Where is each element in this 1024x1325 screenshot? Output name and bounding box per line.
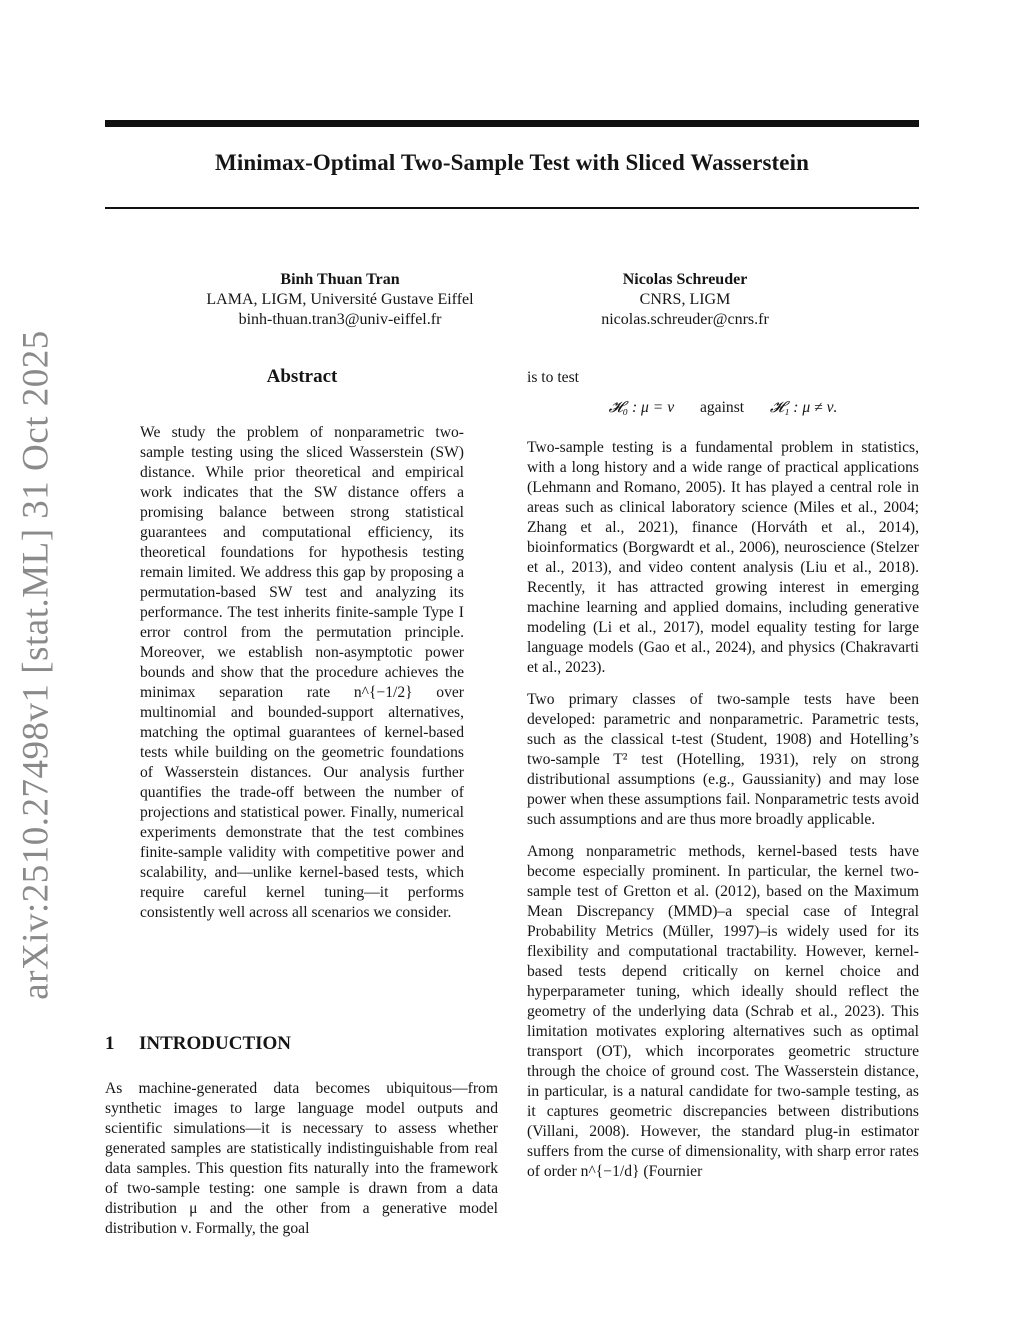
hypothesis-against: against xyxy=(699,399,745,416)
intro-paragraph: Two primary classes of two-sample tests have been developed: parametric and nonparametric. Parametric tests, such as the classical t-test (Student, 1908) and Hotelling’s two-sample T² test (Hotelling, 1931), rely on strong distributional assumptions (e.g., Gaussianity) and may lose power when these assumptions fail. Nonparametric tests avoid such assumptions and are thus more broadly applicable. xyxy=(527,691,919,828)
hypothesis-equation xyxy=(527,398,919,418)
abstract-text: We study the problem of nonparametric two-sample testing using the sliced Wasserstein (SW) distance. While prior theoretical and empirical work indicates that the SW distance offers a promising balance between strong statistical guarantees and computational efficiency, its theoretical foundations for hypothesis testing remain limited. We address this gap by proposing a permutation-based SW test and analyzing its performance. The test inherits finite-sample Type I error control from the permutation principle. Moreover, we establish non-asymptotic power bounds and show that the procedure achieves the minimax separation rate n^{−1/2} over multinomial and bounded-support alternatives, matching the optimal guarantees of kernel-based tests while building on the geometric foundations of Wasserstein distances. Our analysis further quantifies the trade-off between the number of projections and statistical power. Finally, numerical experiments demonstrate that the test combines finite-sample validity with competitive power and scalability, and—unlike kernel-based tests, which require careful kernel tuning—it performs consistently well across all scenarios we consider. xyxy=(140,424,464,921)
author-name: Nicolas Schreuder xyxy=(622,271,748,288)
author-affiliation: LAMA, LIGM, Université Gustave Eiffel xyxy=(206,291,474,308)
null-hypothesis: 𝓗₀ : μ = ν xyxy=(608,399,675,416)
section-title: INTRODUCTION xyxy=(139,1033,292,1054)
author-name: Binh Thuan Tran xyxy=(280,271,400,288)
paper-title: Minimax-Optimal Two-Sample Test with Sliced Wasserstein xyxy=(215,150,809,175)
author-block-1 xyxy=(160,270,520,330)
abstract-heading: Abstract xyxy=(266,366,338,387)
alternative-hypothesis: 𝓗₁ : μ ≠ ν. xyxy=(769,399,838,416)
title-bottom-rule xyxy=(105,207,919,209)
section-heading xyxy=(105,1033,291,1055)
author-email: binh-thuan.tran3@univ-eiffel.fr xyxy=(238,311,442,328)
intro-paragraph-left: As machine-generated data becomes ubiquitous—from synthetic images to large language model outputs and scientific simulations—it is necessary to assess whether generated samples are statistically indistinguishable from real data samples. This question fits naturally into the framework of two-sample testing: one sample is drawn from a data distribution μ and the other from a generative model distribution ν. Formally, the goal xyxy=(105,1080,498,1237)
arxiv-identifier-stamp: arXiv:2510.27498v1 [stat.ML] 31 Oct 2025 xyxy=(15,330,57,1000)
title-top-rule xyxy=(105,120,919,127)
author-affiliation: CNRS, LIGM xyxy=(639,291,731,308)
right-column-lead: is to test xyxy=(527,369,579,386)
intro-paragraph: Two-sample testing is a fundamental problem in statistics, with a long history and a wide range of practical applications (Lehmann and Romano, 2005). It has played a central role in areas such as clinical laboratory science (Miles et al., 2004; Zhang et al., 2021), finance (Horváth et al., 2014), bioinformatics (Borgwardt et al., 2006), neuroscience (Stelzer et al., 2013), and video content analysis (Liu et al., 2018). Recently, it has attracted growing interest in emerging machine learning and applied domains, including generative modeling (Li et al., 2017), model equality testing for large language models (Gao et al., 2024), and physics (Chakravarti et al., 2023). xyxy=(527,439,919,676)
author-block-2 xyxy=(505,270,865,330)
right-column xyxy=(527,368,919,1194)
section-number: 1 xyxy=(105,1033,115,1054)
intro-paragraph: Among nonparametric methods, kernel-based tests have become especially prominent. In particular, the kernel two-sample test of Gretton et al. (2012), based on the Maximum Mean Discrepancy (MMD)–a special case of Integral Probability Metrics (Müller, 1997)–is widely used for its flexibility and computational tractability. However, kernel-based tests depend critically on kernel choice and hyperparameter tuning, which ideally should reflect the geometry of the underlying data (Schrab et al., 2023). This limitation motivates exploring alternatives such as optimal transport (OT), which incorporates geometric structure through the choice of ground cost. The Wasserstein distance, in particular, is a natural candidate for two-sample testing, as it captures geometric discrepancies between distributions (Villani, 2008). However, the standard plug-in estimator suffers from the curse of dimensionality, with sharp error rates of order n^{−1/d} (Fournier xyxy=(527,843,919,1180)
author-email: nicolas.schreuder@cnrs.fr xyxy=(601,311,769,328)
